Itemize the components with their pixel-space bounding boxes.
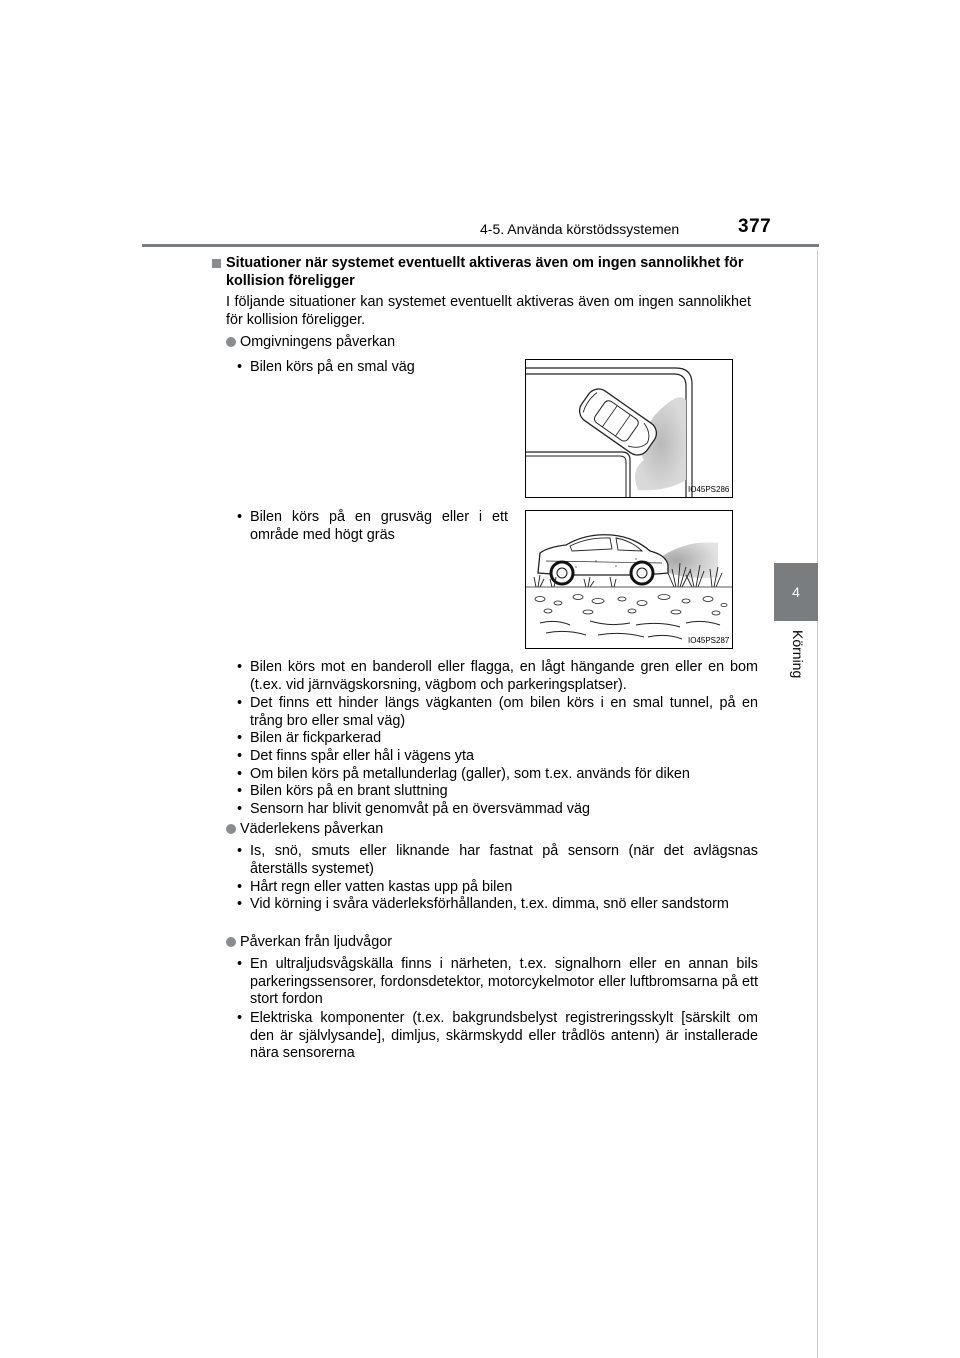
bullet-glyph: •	[237, 783, 243, 799]
list-item	[237, 509, 508, 544]
list-item	[237, 659, 758, 694]
list-item	[237, 359, 500, 377]
list-item-text: Det finns ett hinder längs vägkanten (om bilen körs i en smal tunnel, på en trång bro eller smal väg)	[250, 695, 758, 729]
bullet-glyph: •	[237, 843, 243, 859]
list-item	[237, 748, 758, 766]
chapter-tab	[774, 563, 818, 621]
list-item-text: Vid körning i svåra väderleksförhållanden, t.ex. dimma, snö eller sandstorm	[250, 896, 729, 912]
list-item-text: Bilen är fickparkerad	[250, 730, 382, 746]
list-item	[237, 730, 758, 748]
chapter-label: Körning	[790, 630, 806, 679]
bullet-glyph: •	[237, 659, 243, 675]
bullet-glyph: •	[237, 748, 243, 764]
list-item-text: Is, snö, smuts eller liknande har fastnat på sensorn (när det avlägsnas återställs systemet)	[250, 843, 758, 877]
bullet-glyph: •	[237, 896, 243, 912]
list-item-text: Bilen körs mot en banderoll eller flagga, en lågt hängande gren eller en bom (t.ex. vid järnvägskorsning, vägbom och parkeringsplatser).	[250, 659, 758, 693]
list-item-text: Bilen körs på en brant sluttning	[250, 783, 448, 799]
list-item-text: Bilen körs på en smal väg	[250, 359, 415, 375]
list-item-text: En ultraljudsvågskälla finns i närheten, t.ex. signalhorn eller en annan bils parkeringssensorer, fordonsdetektor, motorcykelmotor eller luftbromsarna på ett stort fordon	[250, 956, 758, 1008]
group-title: Påverkan från ljudvågor	[240, 934, 392, 950]
figure-narrow-road	[525, 359, 733, 498]
gravel-road-illustration	[526, 511, 732, 648]
group-heading-weather	[226, 821, 383, 839]
bullet-glyph: •	[237, 730, 243, 746]
bullet-glyph: •	[237, 695, 243, 711]
chapter-number: 4	[792, 584, 800, 600]
bullet-glyph: •	[237, 766, 243, 782]
list-item	[237, 801, 758, 819]
intro-paragraph: I följande situationer kan systemet eventuellt aktiveras även om ingen sannolikhet för kollision föreligger.	[226, 294, 751, 328]
list-item-text: Bilen körs på en grusväg eller i ett område med högt gräs	[250, 509, 508, 543]
page-number: 377	[738, 216, 772, 237]
header-rule	[142, 244, 819, 247]
bullet-glyph: •	[237, 801, 243, 817]
bullet-glyph: •	[237, 509, 243, 525]
list-item	[237, 896, 758, 914]
list-item-text: Det finns spår eller hål i vägens yta	[250, 748, 474, 764]
list-item	[237, 956, 758, 1009]
list-item-text: Hårt regn eller vatten kastas upp på bilen	[250, 879, 513, 895]
heading-square-icon	[212, 259, 221, 268]
group-heading-sound	[226, 934, 392, 952]
list-item	[237, 766, 758, 784]
bullet-glyph: •	[237, 879, 243, 895]
group-heading-environment	[226, 334, 395, 352]
section-heading: Situationer när systemet eventuellt aktiveras även om ingen sannolikhet för kollision föreligger	[226, 255, 744, 289]
section-title: 4-5. Använda körstödssystemen	[480, 221, 680, 237]
bullet-glyph: •	[237, 359, 243, 375]
bullet-glyph: •	[237, 1010, 243, 1026]
narrow-road-illustration	[526, 360, 732, 497]
list-item	[237, 879, 758, 897]
chapter-divider	[817, 250, 818, 1358]
list-item	[237, 1010, 758, 1063]
list-item	[237, 695, 758, 730]
list-item-text: Om bilen körs på metallunderlag (galler), som t.ex. används för diken	[250, 766, 690, 782]
figure-code: IO45PS286	[688, 485, 730, 494]
list-item-text: Elektriska komponenter (t.ex. bakgrundsbelyst registreringsskylt [särskilt om den är självlysande], dimljus, skärmskydd eller trådlös antenn) är installerade nära sensorerna	[250, 1010, 758, 1062]
bullet-dot-icon	[226, 824, 236, 834]
list-item	[237, 783, 758, 801]
bullet-dot-icon	[226, 937, 236, 947]
bullet-dot-icon	[226, 337, 236, 347]
list-item-text: Sensorn har blivit genomvåt på en översvämmad väg	[250, 801, 590, 817]
bullet-glyph: •	[237, 956, 243, 972]
list-item	[237, 843, 758, 878]
figure-code: IO45PS287	[688, 636, 730, 645]
group-title: Omgivningens påverkan	[240, 334, 396, 350]
group-title: Väderlekens påverkan	[240, 821, 384, 837]
figure-gravel-road	[525, 510, 733, 649]
